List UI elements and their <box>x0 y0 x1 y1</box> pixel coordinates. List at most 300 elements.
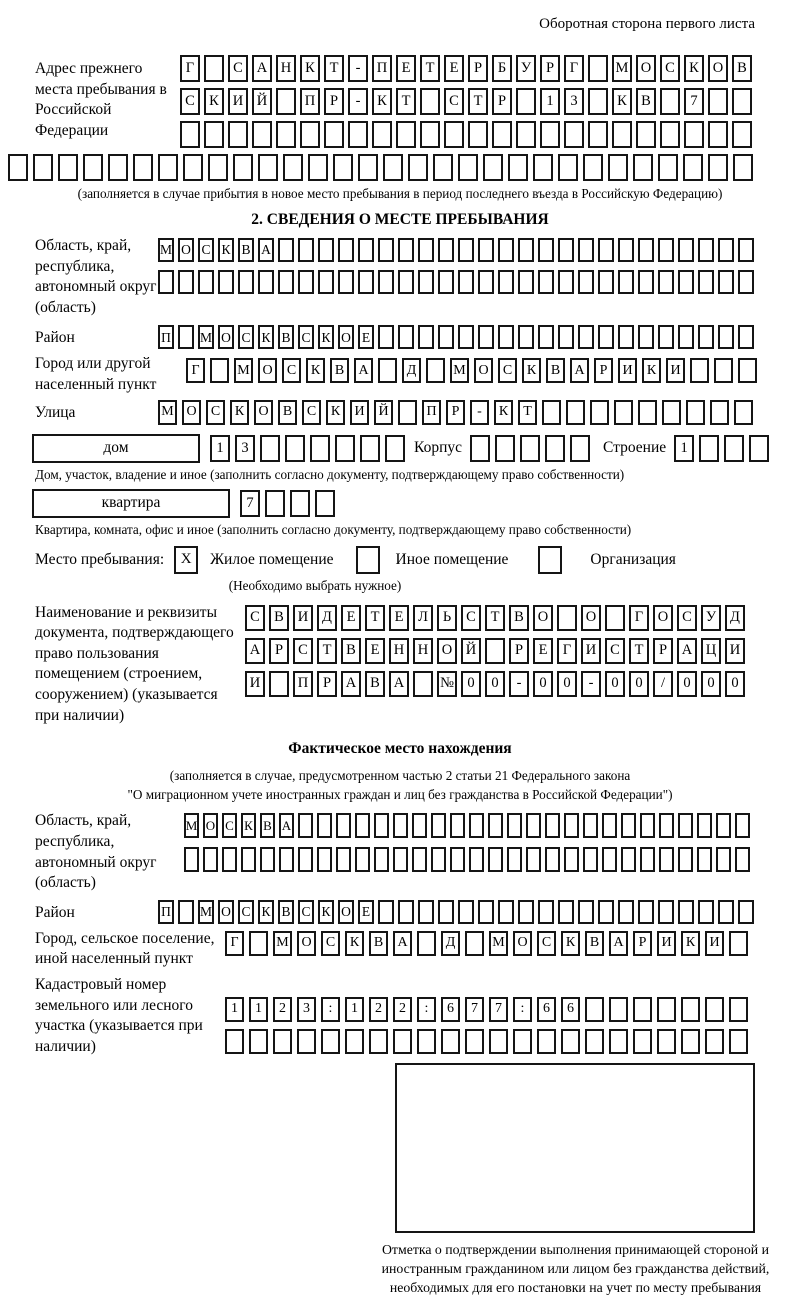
char-cell: X <box>174 546 198 574</box>
prev-address-block <box>0 55 800 148</box>
char-cell: Е <box>365 638 385 664</box>
char-cell <box>420 121 440 148</box>
char-cell: П <box>422 400 441 425</box>
prev-address-row-3 <box>180 121 756 148</box>
char-cell: Й <box>461 638 481 664</box>
char-cell: 1 <box>345 997 364 1022</box>
char-cell <box>498 270 514 294</box>
char-cell <box>735 813 750 838</box>
actual-city-label: Город, сельское поселение, иной населенный пункт <box>35 929 215 968</box>
actual-location-note-2: "О миграционном учете иностранных граждан и лиц без гражданства в Российской Федерации") <box>127 787 673 803</box>
char-cell: С <box>298 325 314 349</box>
stay-place-row <box>0 546 800 574</box>
char-cell: С <box>238 900 254 924</box>
char-cell: М <box>273 931 292 956</box>
char-cell: Р <box>594 358 613 383</box>
char-cell: 3 <box>235 435 255 462</box>
char-cell <box>660 121 680 148</box>
char-cell: Р <box>324 88 344 115</box>
char-cell <box>705 1029 724 1054</box>
char-cell: Р <box>468 55 488 82</box>
char-cell: В <box>341 638 361 664</box>
char-cell: 1 <box>210 435 230 462</box>
char-cell: О <box>474 358 493 383</box>
actual-district-row <box>158 900 758 924</box>
char-cell <box>537 1029 556 1054</box>
char-cell: С <box>677 605 697 631</box>
prev-address-label: Адрес прежнего места пребывания в Российской Федерации <box>35 60 167 139</box>
char-cell: С <box>245 605 265 631</box>
char-cell: И <box>350 400 369 425</box>
char-cell: П <box>158 900 174 924</box>
char-cell <box>408 154 428 181</box>
actual-city-row <box>225 929 753 956</box>
char-cell: У <box>701 605 721 631</box>
char-cell <box>290 490 310 517</box>
char-cell <box>690 358 709 383</box>
document-label: Наименование и реквизиты документа, подтверждающего право пользования помещением (строением, сооружением) (указывается при наличии) <box>35 603 234 724</box>
char-cell: К <box>345 931 364 956</box>
char-cell <box>478 238 494 262</box>
char-cell: А <box>677 638 697 664</box>
char-cell: К <box>326 400 345 425</box>
char-cell <box>297 1029 316 1054</box>
char-cell: В <box>278 900 294 924</box>
char-cell: О <box>218 325 234 349</box>
char-cell <box>298 847 313 872</box>
char-cell <box>225 1029 244 1054</box>
char-cell <box>222 847 237 872</box>
char-cell <box>336 813 351 838</box>
char-cell <box>710 400 729 425</box>
char-cell: 6 <box>537 997 556 1022</box>
char-cell: Й <box>374 400 393 425</box>
char-cell <box>203 847 218 872</box>
char-cell: С <box>302 400 321 425</box>
char-cell <box>249 931 268 956</box>
char-cell <box>458 270 474 294</box>
char-cell: О <box>708 55 728 82</box>
char-cell <box>208 154 228 181</box>
house-type-box: дом <box>32 434 200 463</box>
char-cell: К <box>318 900 334 924</box>
char-cell <box>378 325 394 349</box>
char-cell <box>732 88 752 115</box>
char-cell <box>658 238 674 262</box>
char-cell <box>678 270 694 294</box>
stay-place-note: (Необходимо выбрать нужное) <box>228 577 402 593</box>
char-cell <box>438 900 454 924</box>
city-block <box>0 354 800 395</box>
char-cell <box>557 605 577 631</box>
char-cell <box>412 847 427 872</box>
char-cell <box>158 154 178 181</box>
char-cell <box>518 325 534 349</box>
char-cell: С <box>321 931 340 956</box>
actual-region-row-1 <box>184 813 754 838</box>
char-cell: О <box>338 325 354 349</box>
char-cell <box>705 997 724 1022</box>
stay-option-other-checkbox <box>356 546 380 574</box>
char-cell: 0 <box>725 671 745 697</box>
char-cell <box>542 400 561 425</box>
char-cell <box>718 325 734 349</box>
char-cell <box>507 847 522 872</box>
char-cell <box>526 847 541 872</box>
char-cell <box>662 400 681 425</box>
char-cell: Ц <box>701 638 721 664</box>
char-cell: А <box>279 813 294 838</box>
char-cell: И <box>581 638 601 664</box>
char-cell: Д <box>441 931 460 956</box>
char-cell: С <box>206 400 225 425</box>
char-cell <box>658 270 674 294</box>
char-cell: 7 <box>684 88 704 115</box>
char-cell: С <box>605 638 625 664</box>
char-cell: 0 <box>461 671 481 697</box>
char-cell <box>265 490 285 517</box>
char-cell <box>418 900 434 924</box>
city-row <box>186 354 762 383</box>
char-cell: У <box>516 55 536 82</box>
char-cell: К <box>561 931 580 956</box>
char-cell: С <box>198 238 214 262</box>
char-cell: В <box>636 88 656 115</box>
char-cell <box>585 1029 604 1054</box>
char-cell <box>518 238 534 262</box>
char-cell <box>358 154 378 181</box>
char-cell <box>238 270 254 294</box>
char-cell <box>485 638 505 664</box>
char-cell: К <box>258 325 274 349</box>
char-cell <box>180 121 200 148</box>
char-cell: Р <box>653 638 673 664</box>
char-cell <box>558 325 574 349</box>
char-cell: В <box>278 325 294 349</box>
char-cell: К <box>522 358 541 383</box>
char-cell <box>578 238 594 262</box>
char-cell <box>276 88 296 115</box>
char-cell: О <box>513 931 532 956</box>
char-cell <box>8 154 28 181</box>
char-cell: И <box>657 931 676 956</box>
char-cell <box>228 121 248 148</box>
char-cell: К <box>230 400 249 425</box>
actual-location-title: Фактическое место нахождения <box>288 740 512 758</box>
char-cell: Л <box>413 605 433 631</box>
char-cell <box>520 435 540 462</box>
char-cell <box>335 435 355 462</box>
char-cell <box>83 154 103 181</box>
char-cell <box>418 325 434 349</box>
char-cell <box>498 238 514 262</box>
char-cell <box>618 238 634 262</box>
char-cell <box>585 997 604 1022</box>
char-cell <box>518 900 534 924</box>
char-cell: - <box>581 671 601 697</box>
char-cell <box>598 900 614 924</box>
char-cell: В <box>546 358 565 383</box>
char-cell: К <box>241 813 256 838</box>
char-cell: Т <box>324 55 344 82</box>
char-cell <box>492 121 512 148</box>
char-cell <box>438 325 454 349</box>
char-cell <box>273 1029 292 1054</box>
char-cell <box>470 435 490 462</box>
char-cell <box>158 270 174 294</box>
char-cell <box>633 997 652 1022</box>
stay-option-organization-checkbox <box>538 546 562 574</box>
char-cell <box>697 847 712 872</box>
char-cell: С <box>293 638 313 664</box>
apartment-row <box>0 489 800 518</box>
char-cell <box>659 847 674 872</box>
char-cell <box>198 270 214 294</box>
actual-region-block <box>0 811 800 893</box>
char-cell: Й <box>252 88 272 115</box>
char-cell <box>697 813 712 838</box>
cadastral-row-1 <box>225 997 753 1022</box>
char-cell <box>417 1029 436 1054</box>
char-cell <box>678 238 694 262</box>
char-cell <box>516 121 536 148</box>
char-cell: 1 <box>249 997 268 1022</box>
char-cell <box>638 238 654 262</box>
char-cell <box>468 121 488 148</box>
char-cell <box>638 270 654 294</box>
char-cell <box>545 435 565 462</box>
char-cell <box>564 121 584 148</box>
char-cell <box>204 121 224 148</box>
char-cell <box>636 121 656 148</box>
char-cell: О <box>338 900 354 924</box>
char-cell: С <box>444 88 464 115</box>
char-cell: Ь <box>437 605 457 631</box>
char-cell: 0 <box>485 671 505 697</box>
char-cell <box>516 88 536 115</box>
char-cell: О <box>218 900 234 924</box>
char-cell <box>178 270 194 294</box>
char-cell: И <box>705 931 724 956</box>
char-cell: 7 <box>240 490 260 517</box>
char-cell: Г <box>186 358 205 383</box>
char-cell <box>735 847 750 872</box>
char-cell <box>738 238 754 262</box>
char-cell: Г <box>564 55 584 82</box>
char-cell: С <box>461 605 481 631</box>
char-cell <box>283 154 303 181</box>
char-cell <box>618 270 634 294</box>
char-cell: О <box>297 931 316 956</box>
char-cell <box>378 270 394 294</box>
char-cell <box>698 900 714 924</box>
stroenie-label: Строение <box>603 439 667 457</box>
char-cell <box>458 154 478 181</box>
stroenie-cells <box>674 435 774 462</box>
char-cell <box>718 900 734 924</box>
char-cell <box>657 997 676 1022</box>
char-cell <box>716 813 731 838</box>
char-cell: О <box>203 813 218 838</box>
char-cell <box>260 435 280 462</box>
prev-address-row-1 <box>180 55 756 82</box>
apartment-type-box: квартира <box>32 489 230 518</box>
char-cell <box>657 1029 676 1054</box>
char-cell <box>608 154 628 181</box>
stay-place-label: Место пребывания: <box>35 550 165 568</box>
document-row-3 <box>245 671 749 697</box>
char-cell <box>269 671 289 697</box>
char-cell <box>385 435 405 462</box>
char-cell <box>508 154 528 181</box>
char-cell: Т <box>629 638 649 664</box>
char-cell <box>324 121 344 148</box>
char-cell <box>241 847 256 872</box>
char-cell <box>598 238 614 262</box>
char-cell: С <box>537 931 556 956</box>
char-cell: - <box>348 55 368 82</box>
char-cell <box>318 270 334 294</box>
char-cell: Н <box>389 638 409 664</box>
char-cell <box>488 813 503 838</box>
char-cell <box>733 154 753 181</box>
char-cell <box>558 154 578 181</box>
char-cell: П <box>372 55 392 82</box>
char-cell <box>729 1029 748 1054</box>
char-cell: И <box>618 358 637 383</box>
char-cell: М <box>234 358 253 383</box>
char-cell <box>300 121 320 148</box>
char-cell <box>732 121 752 148</box>
char-cell <box>444 121 464 148</box>
char-cell: О <box>178 238 194 262</box>
char-cell <box>538 900 554 924</box>
char-cell <box>478 900 494 924</box>
char-cell <box>383 154 403 181</box>
char-cell <box>714 358 733 383</box>
char-cell: С <box>228 55 248 82</box>
char-cell: О <box>636 55 656 82</box>
house-note: Дом, участок, владение и иное (заполнить согласно документу, подтверждающему право собственности) <box>35 466 625 482</box>
char-cell <box>478 325 494 349</box>
char-cell <box>609 1029 628 1054</box>
char-cell <box>738 900 754 924</box>
char-cell: К <box>300 55 320 82</box>
char-cell: Т <box>420 55 440 82</box>
char-cell: Т <box>468 88 488 115</box>
document-row-1 <box>245 605 749 631</box>
char-cell <box>729 931 748 956</box>
char-cell <box>507 813 522 838</box>
char-cell: К <box>642 358 661 383</box>
char-cell <box>483 154 503 181</box>
char-cell: Р <box>540 55 560 82</box>
char-cell <box>317 813 332 838</box>
char-cell: / <box>653 671 673 697</box>
char-cell: : <box>417 997 436 1022</box>
char-cell <box>33 154 53 181</box>
char-cell: К <box>494 400 513 425</box>
char-cell <box>633 154 653 181</box>
char-cell <box>658 154 678 181</box>
char-cell <box>478 270 494 294</box>
actual-city-block <box>0 929 800 970</box>
stay-option-residential-checkbox <box>174 546 198 574</box>
char-cell <box>469 813 484 838</box>
char-cell: В <box>509 605 529 631</box>
char-cell: М <box>198 900 214 924</box>
char-cell: И <box>228 88 248 115</box>
char-cell <box>598 325 614 349</box>
char-cell: М <box>198 325 214 349</box>
char-cell <box>602 847 617 872</box>
char-cell <box>561 1029 580 1054</box>
char-cell <box>545 813 560 838</box>
char-cell: 3 <box>297 997 316 1022</box>
char-cell <box>285 435 305 462</box>
char-cell <box>564 847 579 872</box>
char-cell <box>564 813 579 838</box>
char-cell: Р <box>633 931 652 956</box>
char-cell: 0 <box>533 671 553 697</box>
char-cell <box>640 847 655 872</box>
char-cell: К <box>372 88 392 115</box>
char-cell: 2 <box>273 997 292 1022</box>
char-cell: - <box>470 400 489 425</box>
char-cell <box>633 1029 652 1054</box>
char-cell: Р <box>509 638 529 664</box>
house-row <box>0 434 800 463</box>
char-cell <box>441 1029 460 1054</box>
char-cell <box>210 358 229 383</box>
char-cell <box>278 270 294 294</box>
char-cell: 7 <box>465 997 484 1022</box>
char-cell <box>545 847 560 872</box>
char-cell <box>298 238 314 262</box>
char-cell <box>426 358 445 383</box>
char-cell: П <box>293 671 313 697</box>
char-cell <box>276 121 296 148</box>
char-cell <box>683 154 703 181</box>
region-row-1 <box>158 238 758 262</box>
char-cell <box>338 238 354 262</box>
cadastral-block <box>0 975 800 1057</box>
char-cell: Р <box>492 88 512 115</box>
char-cell <box>578 270 594 294</box>
char-cell <box>336 847 351 872</box>
char-cell <box>495 435 515 462</box>
char-cell <box>566 400 585 425</box>
char-cell: С <box>282 358 301 383</box>
char-cell <box>678 847 693 872</box>
char-cell <box>398 900 414 924</box>
char-cell: К <box>258 900 274 924</box>
char-cell: К <box>218 238 234 262</box>
document-block <box>0 603 800 727</box>
char-cell: О <box>254 400 273 425</box>
char-cell: Е <box>444 55 464 82</box>
char-cell <box>278 238 294 262</box>
char-cell <box>678 813 693 838</box>
char-cell <box>374 813 389 838</box>
char-cell <box>420 88 440 115</box>
char-cell: Г <box>629 605 649 631</box>
char-cell: Н <box>276 55 296 82</box>
char-cell: П <box>300 88 320 115</box>
char-cell <box>378 900 394 924</box>
char-cell <box>538 546 562 574</box>
char-cell <box>204 55 224 82</box>
